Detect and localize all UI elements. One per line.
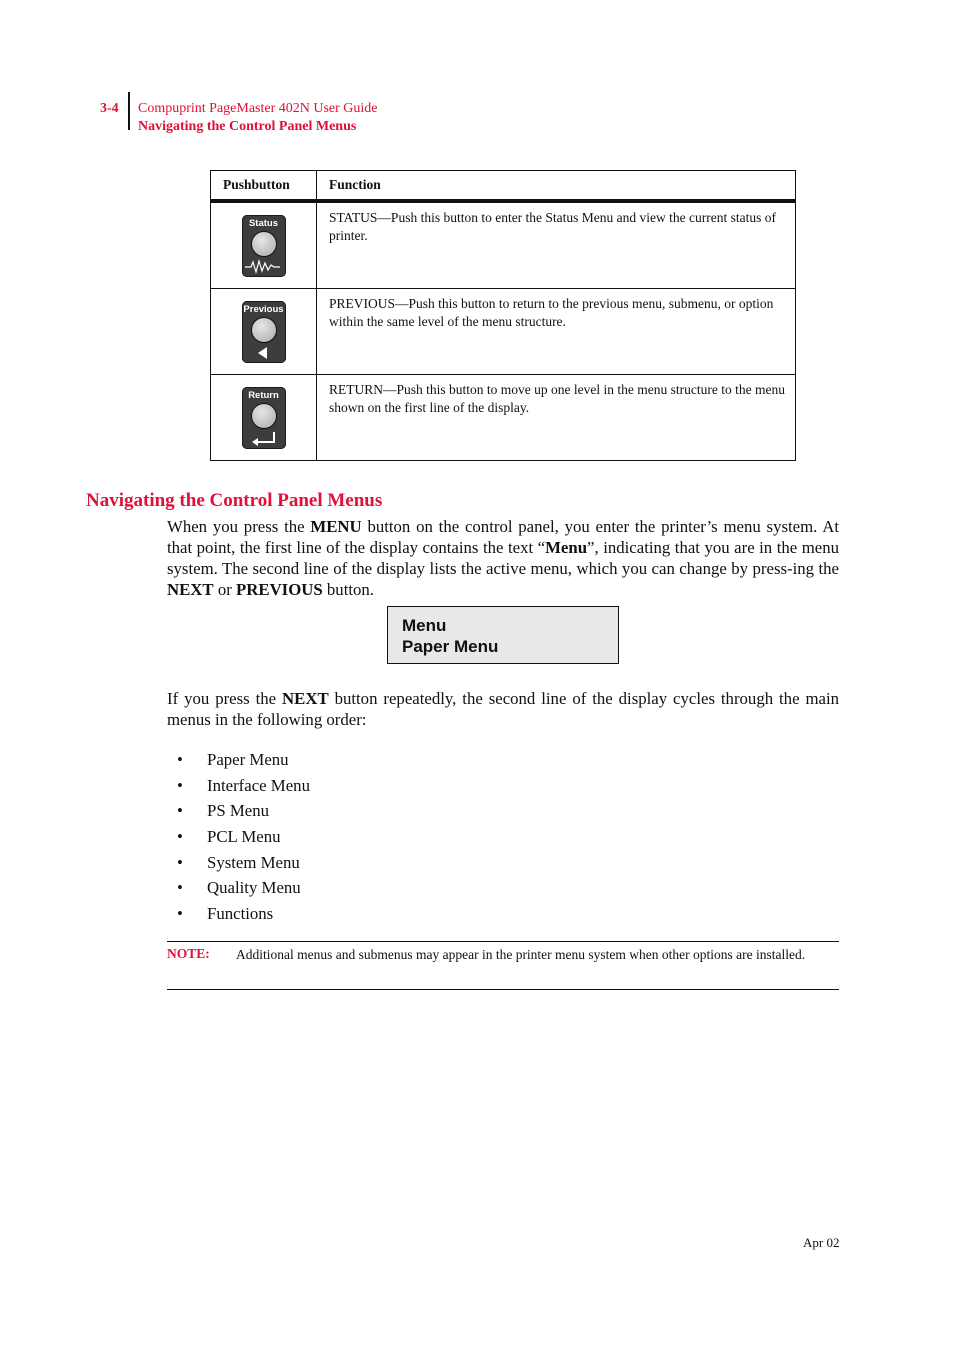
section-heading: Navigating the Control Panel Menus <box>86 490 383 511</box>
header-section-title: Navigating the Control Panel Menus <box>138 119 357 134</box>
list-item <box>167 747 310 773</box>
function-cell: PREVIOUS—Push this button to return to the previous menu, submenu, or option within the same level of the menu structure. <box>317 289 796 375</box>
status-button-image <box>242 215 286 277</box>
footer-date: Apr 02 <box>803 1235 840 1250</box>
next-paragraph <box>167 688 839 730</box>
table-row <box>211 201 796 289</box>
text-run: ”, indicating that you are in the menu system. The second line of the display lists the active menu, which you can change by press-ing the <box>167 538 839 578</box>
bold-term: MENU <box>310 517 362 536</box>
header-divider <box>128 92 130 130</box>
list-item <box>167 850 310 876</box>
function-cell: RETURN—Push this button to move up one level in the menu structure to the menu shown on the first line of the display. <box>317 375 796 461</box>
button-label: Status <box>248 217 279 229</box>
bold-term: NEXT <box>282 689 329 708</box>
note-label: NOTE: <box>167 946 210 961</box>
function-cell: STATUS—Push this button to enter the Status Menu and view the current status of printer. <box>317 201 796 289</box>
list-item <box>167 875 310 901</box>
text-run: When you press the <box>167 517 311 536</box>
list-item-label: Interface Menu <box>207 775 310 795</box>
pushbutton-cell <box>211 289 317 375</box>
list-item <box>167 773 310 799</box>
bold-term: PREVIOUS <box>236 580 323 599</box>
note-bottom-divider <box>167 989 839 990</box>
display-line-2: Paper Menu <box>402 637 499 656</box>
note-text: Additional menus and submenus may appear in the printer menu system when other options are installed. <box>236 947 806 962</box>
intro-paragraph <box>167 516 839 600</box>
list-item <box>167 824 310 850</box>
button-knob <box>251 403 277 429</box>
lcd-display <box>387 606 619 664</box>
list-item-label: PS Menu <box>207 801 270 821</box>
bullet: • <box>177 750 183 769</box>
text-run: button repeatedly, the second line of the display cycles through the main menus in the following order: <box>167 689 839 729</box>
previous-button-image <box>242 301 286 363</box>
bold-term: NEXT <box>167 580 214 599</box>
text-run: or <box>213 580 236 599</box>
list-item-label: Quality Menu <box>207 878 301 898</box>
list-item <box>167 901 310 927</box>
bullet: • <box>177 904 183 924</box>
button-knob <box>251 231 277 257</box>
return-button-image <box>242 387 286 449</box>
bullet: • <box>177 775 183 795</box>
text-run: button on the control panel, you enter the printer’s menu system. At that point, the first line of the display contains the text “ <box>167 517 839 557</box>
guide-title: Compuprint PageMaster 402N User Guide <box>138 101 378 116</box>
text-run: button. <box>322 580 374 599</box>
column-header-pushbutton: Pushbutton <box>211 171 317 202</box>
triangle-left-icon <box>242 343 286 361</box>
text-run: If you press the <box>167 689 283 708</box>
column-header-function: Function <box>317 171 796 202</box>
note-top-divider <box>167 941 839 942</box>
button-label: Return <box>248 389 279 401</box>
button-label: Previous <box>243 303 284 315</box>
table-row <box>211 375 796 461</box>
pushbutton-cell <box>211 201 317 289</box>
bullet: • <box>177 801 183 821</box>
pushbutton-cell <box>211 375 317 461</box>
list-item-label: System Menu <box>207 852 300 872</box>
display-line-1: Menu <box>402 616 447 635</box>
bullet: • <box>177 852 183 872</box>
list-item-label: PCL Menu <box>207 827 281 847</box>
bullet: • <box>177 827 183 847</box>
page-number: 3-4 <box>100 101 119 116</box>
menu-list <box>167 747 310 927</box>
return-arrow-icon <box>242 429 286 447</box>
bullet: • <box>177 878 183 898</box>
button-knob <box>251 317 277 343</box>
table-row <box>211 289 796 375</box>
list-item <box>167 798 310 824</box>
table-header-row <box>211 171 796 202</box>
pushbutton-table <box>210 170 796 461</box>
list-item-label: Paper Menu <box>207 750 289 769</box>
bold-term: Menu <box>545 538 588 557</box>
list-item-label: Functions <box>207 904 274 924</box>
heartbeat-icon <box>242 257 286 275</box>
